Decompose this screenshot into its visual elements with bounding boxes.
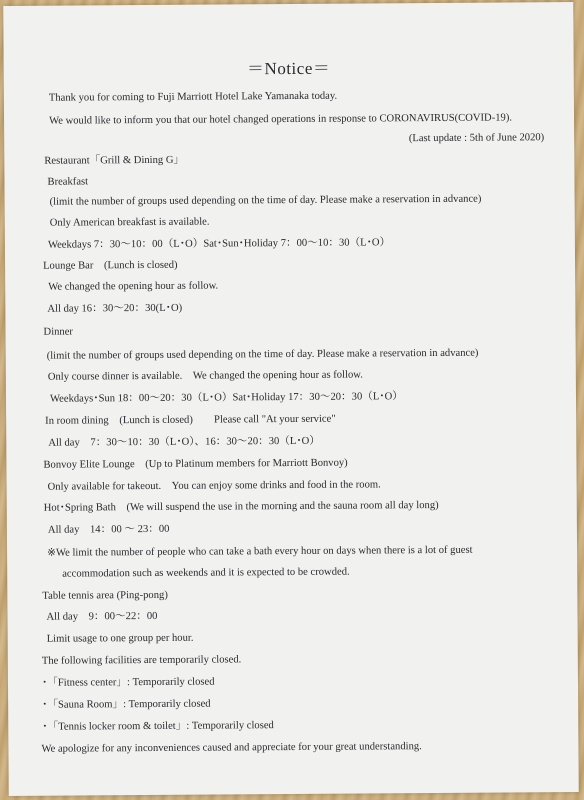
dinner-hours: Weekdays･Sun 18：00〜20：30（L･O）Sat･Holiday 17：30〜20：30（L･O） [49, 391, 403, 405]
tennis-hours: All day 9：00〜22：00 [46, 610, 158, 623]
lounge-changed: We changed the opening hour as follow. [48, 280, 219, 293]
intro-thanks: Thank you for coming to Fuji Marriott Hotel Lake Yamanaka today. [48, 90, 338, 104]
closed-heading: The following facilities are temporarily closed. [41, 654, 242, 667]
bonvoy-takeout: Only available for takeout. You can enjoy some drinks and food in the room. [47, 479, 381, 493]
breakfast-only: Only American breakfast is available. [49, 216, 210, 229]
bath-heading: Hot･Spring Bath (We will suspend the use in the morning and the sauna room all day long) [43, 499, 439, 514]
notice-paper [3, 2, 579, 796]
last-update: (Last update : 5th of June 2020) [408, 132, 545, 145]
dinner-heading: Dinner [43, 326, 73, 338]
breakfast-heading: Breakfast [47, 176, 89, 188]
breakfast-hours: Weekdays 7：30〜10：00（L･O）Sat･Sun･Holiday 7：00〜10：30（L･O） [47, 237, 391, 251]
restaurant-heading: Restaurant「Grill & Dining G」 [44, 154, 185, 167]
bath-hours: All day 14：00 〜 23：00 [47, 523, 170, 536]
tennis-limit: Limit usage to one group per hour. [46, 632, 194, 645]
intro-operations: We would like to inform you that our hotel changed operations in response to CORONAVIRUS(COVID-19). [49, 112, 513, 127]
bath-note-1: ※We limit the number of people who can take a bath every hour on days when there is a lot of guest [47, 544, 473, 559]
tennis-heading: Table tennis area (Ping-pong) [42, 589, 168, 602]
lounge-heading: Lounge Bar (Lunch is closed) [43, 259, 178, 272]
bonvoy-heading: Bonvoy Elite Lounge (Up to Platinum members for Marriott Bonvoy) [43, 457, 348, 471]
closed-tennis-locker: ･「Tennis locker room & toilet」: Temporarily closed [42, 720, 274, 733]
lounge-hours: All day 16：30〜20：30(L･O) [47, 302, 183, 315]
closed-fitness: ･「Fitness center」: Temporarily closed [41, 676, 215, 689]
bath-note-2: accommodation such as weekends and it is expected to be crowded. [62, 566, 350, 580]
dinner-only: Only course dinner is available. We changed the opening hour as follow. [47, 369, 363, 383]
inroom-hours: All day 7：30〜10：30（L･O）、16：30〜20：30（L･O） [48, 435, 320, 449]
breakfast-limit: (limit the number of groups used depending on the time of day. Please make a reservation in advance) [49, 193, 482, 208]
closed-sauna: ･「Sauna Room」: Temporarily closed [42, 698, 211, 711]
dinner-limit: (limit the number of groups used depending on the time of day. Please make a reservation in advance) [46, 347, 479, 362]
notice-title: ＝Notice＝ [246, 58, 331, 79]
apology-text: We apologize for any inconveniences caused and appreciate for your great understanding. [41, 741, 422, 755]
inroom-heading: In room dining (Lunch is closed) Please call "At your service" [45, 413, 336, 427]
